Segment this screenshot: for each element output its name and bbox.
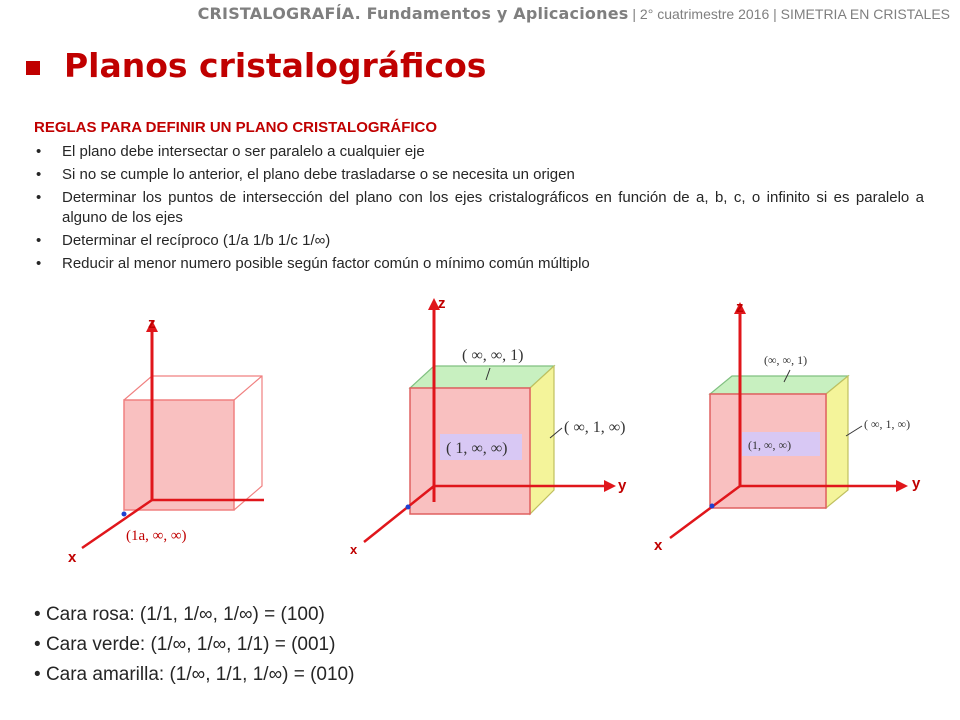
rule-item: • Determinar el recíproco (1/a 1/b 1/c 1/∞) — [34, 231, 924, 251]
z-label: z — [438, 295, 446, 312]
rules-title: REGLAS PARA DEFINIR UN PLANO CRISTALOGRÁFICO — [34, 119, 438, 136]
cube-diagram-1 — [64, 300, 344, 570]
x-label: x — [68, 549, 77, 566]
slide-title: Planos cristalográficos — [64, 46, 487, 85]
figure-cube-1 — [64, 300, 344, 575]
cube-diagram-3 — [650, 292, 930, 554]
z-label: z — [736, 299, 744, 316]
pink-face — [124, 400, 234, 510]
front-face-label: (1, ∞, ∞) — [748, 438, 792, 452]
slide-header — [198, 4, 950, 24]
intercept-label: (1a, ∞, ∞) — [126, 528, 187, 544]
x-label: x — [654, 537, 663, 554]
cube-diagram-2 — [340, 292, 660, 554]
rule-item: • El plano debe intersectar o ser paralelo a cualquier eje — [34, 142, 924, 162]
results-list — [34, 600, 354, 690]
title-row — [26, 46, 486, 85]
green-face — [410, 366, 554, 388]
result-pink: • Cara rosa: (1/1, 1/∞, 1/∞) = (100) — [34, 600, 354, 630]
x-label: x — [350, 542, 358, 554]
square-bullet-icon — [26, 61, 40, 75]
result-green: • Cara verde: (1/∞, 1/∞, 1/1) = (001) — [34, 630, 354, 660]
side-face-label: ( ∞, 1, ∞) — [864, 417, 911, 431]
header-subtitle: | 2° cuatrimestre 2016 | SIMETRIA EN CRISTALES — [628, 6, 950, 22]
rule-item: • Reducir al menor numero posible según factor común o mínimo común múltiplo — [34, 254, 924, 274]
yellow-face — [530, 366, 554, 514]
y-label: y — [618, 477, 627, 494]
top-face-label: ( ∞, ∞, 1) — [462, 347, 524, 364]
y-label: y — [912, 475, 921, 492]
yellow-face — [826, 376, 848, 508]
figure-cube-2 — [340, 292, 660, 559]
x-axis — [670, 486, 740, 538]
rules-section — [34, 118, 924, 277]
figure-cube-3 — [650, 292, 930, 559]
rule-item: • Si no se cumple lo anterior, el plano debe trasladarse o se necesita un origen — [34, 165, 924, 185]
header-course: CRISTALOGRAFÍA. Fundamentos y Aplicaciones — [197, 4, 629, 23]
z-label: z — [148, 315, 156, 332]
side-face-label: ( ∞, 1, ∞) — [564, 419, 626, 436]
rule-item: • Determinar los puntos de intersección del plano con los ejes cristalográficos en función de a, b, c, o infinito si es paralelo a alguno de los ejes — [34, 188, 924, 228]
green-face — [710, 376, 848, 394]
front-face-label: ( 1, ∞, ∞) — [446, 440, 508, 457]
result-yellow: • Cara amarilla: (1/∞, 1/1, 1/∞) = (010) — [34, 660, 354, 690]
rules-list — [34, 142, 924, 274]
top-face-label: (∞, ∞, 1) — [764, 353, 808, 367]
